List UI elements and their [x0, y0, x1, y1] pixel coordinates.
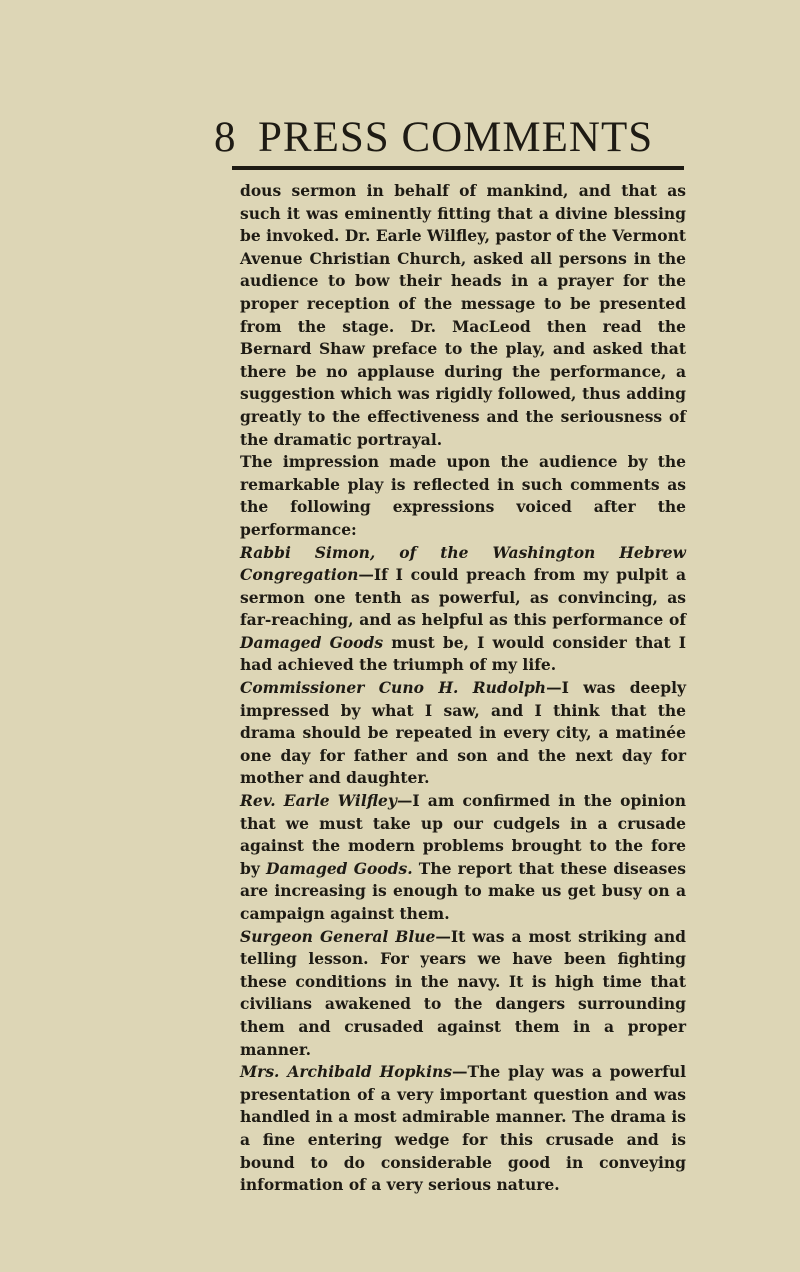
comment-text-end: must be, I would consider that I had achieved the triumph of my life. [240, 632, 686, 675]
comment-rabbi-simon [240, 542, 686, 678]
paragraph-impression: The impression made upon the audience by the remarkable play is reflected in such comments as the following expressions voiced after the performance: [240, 452, 686, 539]
comment-surgeon-general-blue [240, 926, 686, 1062]
running-head: PRESS COMMENTS [258, 114, 654, 161]
comment-text: —If I could preach from my pulpit a sermon one tenth as powerful, as convincing, as far-reaching, and as helpful as this performance of [240, 565, 686, 630]
page-number: 8 [214, 114, 236, 161]
comment-speaker: Rev. Earle Wilfley [240, 791, 397, 811]
comment-commissioner-rudolph [240, 677, 686, 790]
comment-text: —I was deeply impressed by what I saw, and I think that the drama should be repeated in every city, a matinée one day for father and son and the next day for mother and daughter. [240, 678, 687, 788]
play-title: Damaged Goods. [266, 858, 413, 878]
comment-speaker: Rabbi Simon, of the Washington Hebrew Congregation [240, 542, 686, 585]
comment-rev-wilfley [240, 790, 686, 926]
comment-text-end: The report that these diseases are increasing is enough to make us get busy on a campaign against them. [240, 858, 686, 923]
comment-speaker: Mrs. Archibald Hopkins [240, 1062, 453, 1082]
header-rule [232, 166, 684, 170]
comment-text: —I am confirmed in the opinion that we must take up our cudgels in a crusade against the modern problems brought to the fore by [240, 791, 686, 878]
comment-text: —It was a most striking and telling lesson. For years we have been fighting these conditions in the navy. It is high time that civilians awakened to the dangers surrounding them and crusaded against them in a proper manner. [240, 926, 687, 1059]
page-header [214, 114, 690, 161]
page-body [240, 180, 686, 1197]
paragraph-continuation: dous sermon in behalf of mankind, and that as such it was eminently fitting that a divine blessing be invoked. Dr. Earle Wilfley, pastor of the Vermont Avenue Christian Church, asked all persons in the audience to bow their heads in a prayer for the proper reception of the message to be presented from the stage. Dr. MacLeod then read the Bernard Shaw preface to the play, and asked that there be no applause during the performance, a suggestion which was rigidly followed, thus adding greatly to the effectiveness and the seriousness of the dramatic portrayal. [240, 181, 686, 449]
comment-speaker: Surgeon General Blue [240, 926, 436, 946]
comment-mrs-hopkins [240, 1061, 686, 1197]
play-title: Damaged Goods [240, 632, 384, 652]
comment-text: —The play was a powerful presentation of a very important question and was handled in a most admirable manner. The drama is a fine entering wedge for this crusade and is bound to do considerable good in conveying information of a very serious nature. [240, 1062, 686, 1195]
comment-speaker: Commissioner Cuno H. Rudolph [240, 678, 547, 698]
